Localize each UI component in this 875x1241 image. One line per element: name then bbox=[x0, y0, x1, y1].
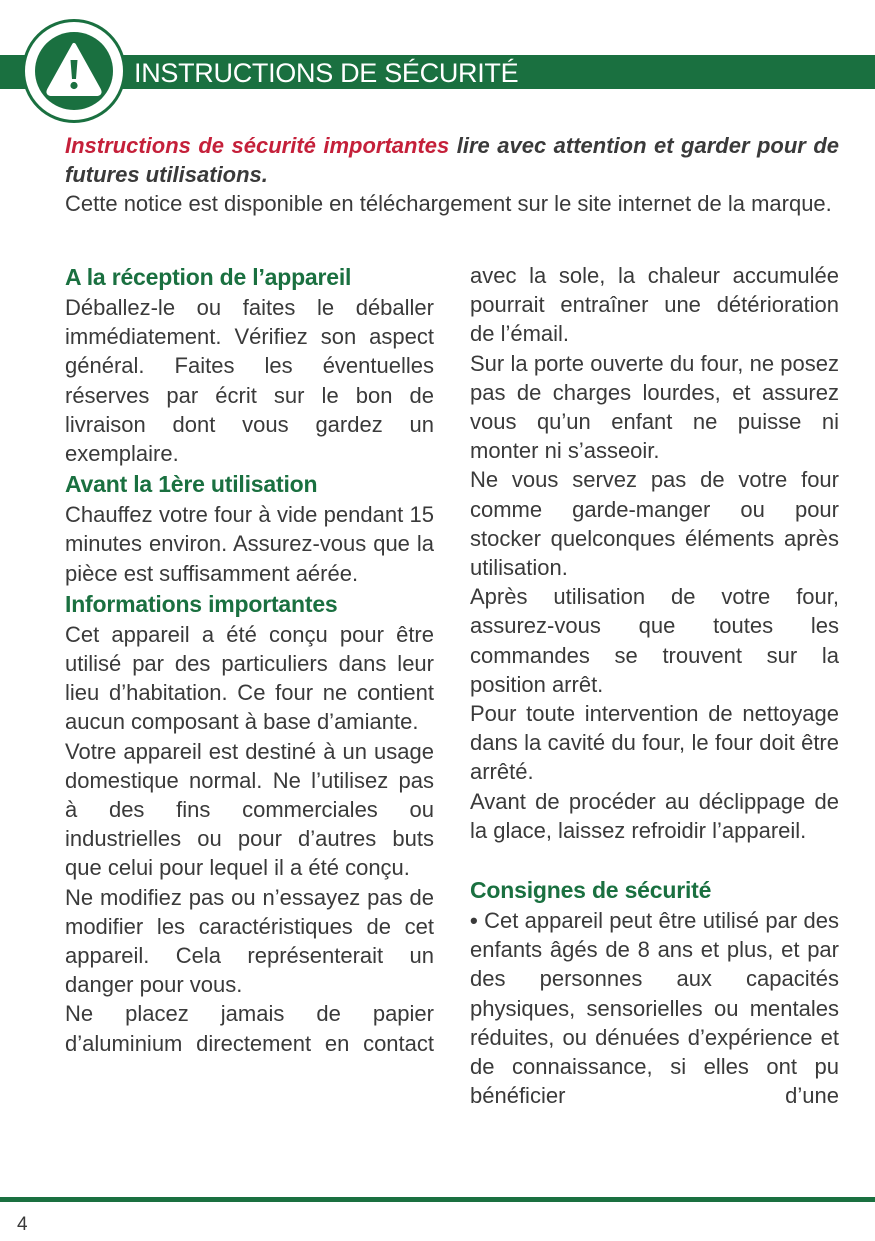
spacer bbox=[470, 845, 839, 874]
warning-badge bbox=[22, 19, 126, 123]
info-paragraph: Ne modifiez pas ou n’essayez pas de modifier les caractéristiques de cet appareil. Cela représenterait un danger pour vous. bbox=[65, 884, 434, 998]
body-paragraph: Avant de procéder au déclippage de la glace, laissez refroidir l’appareil. bbox=[470, 788, 839, 843]
left-column bbox=[65, 261, 434, 1058]
bullet-item bbox=[470, 906, 839, 1110]
page-number: 4 bbox=[17, 1214, 28, 1235]
bullet-icon: • bbox=[470, 908, 478, 934]
footer-divider bbox=[0, 1197, 875, 1202]
body-paragraph: Sur la porte ouverte du four, ne posez pas de charges lourdes, et assurez vous qu’un enfant ne puisse ni monter ni s’asseoir. bbox=[470, 350, 839, 464]
reception-heading: A la réception de l’appareil bbox=[65, 264, 352, 290]
intro-block bbox=[65, 131, 839, 218]
reception-text: Déballez-le ou faites le déballer immédiatement. Vérifiez son aspect général. Faites les éventuelles réserves par écrit sur le bon de livraison dont vous gardez un exemplaire. bbox=[65, 295, 434, 467]
first-use-text: Chauffez votre four à vide pendant 15 minutes environ. Assurez-vous que la pièce est suffisamment aérée. bbox=[65, 502, 434, 586]
intro-lead-red: Instructions de sécurité importantes bbox=[65, 133, 450, 158]
body-paragraph: Pour toute intervention de nettoyage dans la cavité du four, le four doit être arrêté. bbox=[470, 701, 839, 785]
body-paragraph: avec la sole, la chaleur accumulée pourrait entraîner une détérioration de l’émail. bbox=[470, 263, 839, 347]
bullet-text: Cet appareil peut être utilisé par des enfants âgés de 8 ans et plus, et par des personnes aux capacités physiques, sensorielles ou mentales réduites, ou dénuées d’expérience et de connaissance, si elles ont pu bénéficier d’une bbox=[470, 908, 839, 1109]
intro-notice: Cette notice est disponible en téléchargement sur le site internet de la marque. bbox=[65, 191, 832, 216]
first-use-heading: Avant la 1ère utilisation bbox=[65, 471, 318, 498]
body-paragraph: Ne vous servez pas de votre four comme garde-manger ou pour stocker quelconques éléments après utilisation. bbox=[470, 467, 839, 581]
info-paragraph: Cet appareil a été conçu pour être utilisé par des particuliers dans leur lieu d’habitation. Ce four ne contient aucun composant à base d’amiante. bbox=[65, 621, 434, 735]
intro-lead bbox=[65, 131, 839, 189]
info-paragraph: Ne placez jamais de papier d’aluminium directement en contact bbox=[65, 1001, 434, 1056]
info-heading: Informations importantes bbox=[65, 590, 338, 617]
info-paragraph: Votre appareil est destiné à un usage domestique normal. Ne l’utilisez pas à des fins commerciales ou industrielles ou pour d’autres buts que celui pour lequel il a été conçu. bbox=[65, 738, 434, 881]
safety-heading: Consignes de sécurité bbox=[470, 877, 712, 904]
page-title: INSTRUCTIONS DE SÉCURITÉ bbox=[134, 58, 519, 88]
body-paragraph: Après utilisation de votre four, assurez-vous que toutes les commandes se trouvent sur la position arrêt. bbox=[470, 584, 839, 697]
warning-icon bbox=[35, 32, 113, 110]
right-column bbox=[470, 261, 839, 1110]
intro-lead-rest: lire avec attention et garder pour de futures utilisations. bbox=[65, 133, 839, 187]
